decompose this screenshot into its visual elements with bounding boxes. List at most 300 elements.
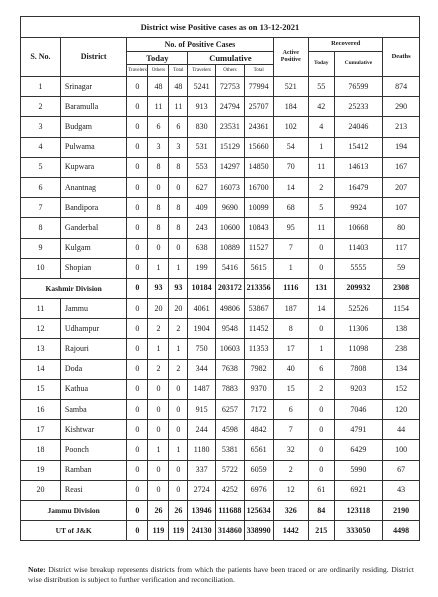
table-cell: 337 bbox=[188, 460, 216, 480]
table-cell: 0 bbox=[127, 319, 148, 339]
table-cell: 521 bbox=[273, 77, 308, 97]
positive-cases-table bbox=[20, 16, 420, 541]
table-cell: 638 bbox=[188, 238, 216, 258]
table-cell: 32 bbox=[273, 440, 308, 460]
table-cell: 9370 bbox=[244, 379, 273, 399]
table-cell: 6257 bbox=[215, 400, 244, 420]
header-district: District bbox=[60, 38, 126, 77]
table-cell: 184 bbox=[273, 97, 308, 117]
table-cell: 0 bbox=[127, 440, 148, 460]
table-cell: 7 bbox=[273, 238, 308, 258]
table-cell: 52526 bbox=[334, 299, 383, 319]
table-cell: 0 bbox=[127, 299, 148, 319]
table-cell: 20 bbox=[169, 299, 188, 319]
table-cell: 84 bbox=[309, 500, 334, 520]
table-cell: 7 bbox=[21, 198, 61, 218]
table-cell: 0 bbox=[127, 420, 148, 440]
table-row bbox=[21, 379, 420, 399]
table-cell: 12 bbox=[21, 319, 61, 339]
table-cell: 5 bbox=[21, 157, 61, 177]
table-cell: 1 bbox=[148, 339, 169, 359]
footnote bbox=[28, 565, 414, 584]
table-cell: Kashmir Division bbox=[21, 278, 127, 298]
table-row bbox=[21, 460, 420, 480]
table-cell: 16700 bbox=[244, 177, 273, 197]
table-cell: 0 bbox=[169, 379, 188, 399]
table-cell: 40 bbox=[273, 359, 308, 379]
table-cell: 8 bbox=[169, 157, 188, 177]
table-cell: 6 bbox=[273, 400, 308, 420]
table-cell: 290 bbox=[383, 97, 420, 117]
table-cell: 0 bbox=[127, 379, 148, 399]
table-cell: 13946 bbox=[188, 500, 216, 520]
table-cell: 2 bbox=[148, 359, 169, 379]
table-cell: Ramban bbox=[60, 460, 126, 480]
table-cell: 0 bbox=[127, 77, 148, 97]
table-cell: 553 bbox=[188, 157, 216, 177]
table-row bbox=[21, 117, 420, 137]
table-cell: 14297 bbox=[215, 157, 244, 177]
table-cell: 107 bbox=[383, 198, 420, 218]
table-cell: 0 bbox=[127, 460, 148, 480]
table-cell: 76599 bbox=[334, 77, 383, 97]
table-cell: 0 bbox=[127, 177, 148, 197]
table-cell: 131 bbox=[309, 278, 334, 298]
table-cell: 61 bbox=[309, 480, 334, 500]
table-cell: 17 bbox=[273, 339, 308, 359]
table-cell: 24361 bbox=[244, 117, 273, 137]
table-cell: 1 bbox=[21, 77, 61, 97]
table-cell: 18 bbox=[21, 440, 61, 460]
table-row bbox=[21, 198, 420, 218]
table-cell: 4598 bbox=[215, 420, 244, 440]
table-cell: 11 bbox=[169, 97, 188, 117]
table-cell: Udhampur bbox=[60, 319, 126, 339]
table-cell: 5 bbox=[309, 198, 334, 218]
table-cell: 59 bbox=[383, 258, 420, 278]
table-cell: 9548 bbox=[215, 319, 244, 339]
table-cell: 531 bbox=[188, 137, 216, 157]
table-cell: 2308 bbox=[383, 278, 420, 298]
table-cell: 77994 bbox=[244, 77, 273, 97]
table-cell: 0 bbox=[309, 238, 334, 258]
table-cell: 0 bbox=[169, 177, 188, 197]
header-cumulative-total: Total bbox=[244, 65, 273, 77]
table-cell: 2724 bbox=[188, 480, 216, 500]
header-cumulative-others: Others bbox=[215, 65, 244, 77]
table-cell: 8 bbox=[21, 218, 61, 238]
table-cell: Pulwama bbox=[60, 137, 126, 157]
table-cell: 5990 bbox=[334, 460, 383, 480]
table-row bbox=[21, 339, 420, 359]
table-cell: 7982 bbox=[244, 359, 273, 379]
table-cell: 0 bbox=[127, 97, 148, 117]
table-cell: 19 bbox=[21, 460, 61, 480]
table-cell: 15 bbox=[21, 379, 61, 399]
table-cell: Jammu bbox=[60, 299, 126, 319]
table-cell: 25707 bbox=[244, 97, 273, 117]
table-cell: 344 bbox=[188, 359, 216, 379]
table-cell: 70 bbox=[273, 157, 308, 177]
table-cell: 20 bbox=[21, 480, 61, 500]
table-cell: 0 bbox=[127, 258, 148, 278]
table-cell: 213 bbox=[383, 117, 420, 137]
table-cell: 0 bbox=[169, 480, 188, 500]
table-cell: 16 bbox=[21, 400, 61, 420]
table-cell: 10843 bbox=[244, 218, 273, 238]
table-cell: 9690 bbox=[215, 198, 244, 218]
table-row bbox=[21, 137, 420, 157]
table-row bbox=[21, 299, 420, 319]
table-cell: 2 bbox=[169, 319, 188, 339]
table-cell: 48 bbox=[169, 77, 188, 97]
table-cell: 830 bbox=[188, 117, 216, 137]
header-today-travelers: Travelers bbox=[127, 65, 148, 77]
table-cell: 6059 bbox=[244, 460, 273, 480]
table-cell: Anantnag bbox=[60, 177, 126, 197]
table-cell: 12 bbox=[273, 480, 308, 500]
table-cell: Kulgam bbox=[60, 238, 126, 258]
table-cell: 10184 bbox=[188, 278, 216, 298]
table-cell: 1442 bbox=[273, 521, 308, 541]
table-row bbox=[21, 238, 420, 258]
table-cell: 26 bbox=[148, 500, 169, 520]
table-cell: 8 bbox=[169, 198, 188, 218]
table-cell: Kishtwar bbox=[60, 420, 126, 440]
table-cell: 0 bbox=[148, 238, 169, 258]
table-cell: 10600 bbox=[215, 218, 244, 238]
table-cell: Jammu Division bbox=[21, 500, 127, 520]
table-cell: 1 bbox=[169, 339, 188, 359]
table-cell: 23531 bbox=[215, 117, 244, 137]
table-cell: 207 bbox=[383, 177, 420, 197]
table-cell: 17 bbox=[21, 420, 61, 440]
table-row bbox=[21, 258, 420, 278]
table-cell: 102 bbox=[273, 117, 308, 137]
table-cell: 243 bbox=[188, 218, 216, 238]
table-cell: 1 bbox=[273, 258, 308, 278]
table-cell: 0 bbox=[127, 480, 148, 500]
table-cell: Srinagar bbox=[60, 77, 126, 97]
table-cell: 0 bbox=[148, 379, 169, 399]
table-cell: 7808 bbox=[334, 359, 383, 379]
table-row bbox=[21, 177, 420, 197]
table-cell: 4842 bbox=[244, 420, 273, 440]
table-cell: 0 bbox=[127, 339, 148, 359]
table-cell: 6 bbox=[148, 117, 169, 137]
table-cell: 4498 bbox=[383, 521, 420, 541]
table-cell: 0 bbox=[127, 238, 148, 258]
table-cell: 8 bbox=[148, 157, 169, 177]
table-cell: 11403 bbox=[334, 238, 383, 258]
table-cell: 10099 bbox=[244, 198, 273, 218]
table-cell: 53867 bbox=[244, 299, 273, 319]
table-cell: 2 bbox=[273, 460, 308, 480]
table-cell: 1180 bbox=[188, 440, 216, 460]
table-cell: 9 bbox=[21, 238, 61, 258]
table-cell: 123118 bbox=[334, 500, 383, 520]
table-cell: 0 bbox=[169, 238, 188, 258]
table-cell: 2 bbox=[169, 359, 188, 379]
table-cell: Baramulla bbox=[60, 97, 126, 117]
table-cell: 44 bbox=[383, 420, 420, 440]
table-cell: 6 bbox=[309, 359, 334, 379]
table-cell: 199 bbox=[188, 258, 216, 278]
table-row bbox=[21, 440, 420, 460]
table-cell: 20 bbox=[148, 299, 169, 319]
table-cell: 13 bbox=[21, 339, 61, 359]
table-cell: 0 bbox=[127, 117, 148, 137]
header-recovered-today: Today bbox=[309, 52, 334, 77]
table-cell: 333050 bbox=[334, 521, 383, 541]
table-cell: 5416 bbox=[215, 258, 244, 278]
table-row bbox=[21, 359, 420, 379]
table-cell: Kupwara bbox=[60, 157, 126, 177]
table-cell: 7638 bbox=[215, 359, 244, 379]
table-cell: Rajouri bbox=[60, 339, 126, 359]
table-cell: 9203 bbox=[334, 379, 383, 399]
table-cell: 1 bbox=[169, 440, 188, 460]
table-cell: 5722 bbox=[215, 460, 244, 480]
table-cell: 326 bbox=[273, 500, 308, 520]
table-cell: 1 bbox=[309, 137, 334, 157]
table-cell: 2 bbox=[148, 319, 169, 339]
table-cell: 0 bbox=[148, 460, 169, 480]
table-cell: 1904 bbox=[188, 319, 216, 339]
table-cell: 0 bbox=[169, 460, 188, 480]
table-cell: 209932 bbox=[334, 278, 383, 298]
table-row bbox=[21, 400, 420, 420]
table-cell: 5381 bbox=[215, 440, 244, 460]
table-cell: 14613 bbox=[334, 157, 383, 177]
table-cell: 11353 bbox=[244, 339, 273, 359]
table-cell: Budgam bbox=[60, 117, 126, 137]
table-cell: 913 bbox=[188, 97, 216, 117]
table-cell: 8 bbox=[148, 198, 169, 218]
table-cell: 2 bbox=[309, 177, 334, 197]
header-today-others: Others bbox=[148, 65, 169, 77]
report-sheet bbox=[20, 16, 420, 541]
table-cell: 54 bbox=[273, 137, 308, 157]
table-cell: 0 bbox=[127, 521, 148, 541]
table-cell: 120 bbox=[383, 400, 420, 420]
table-row bbox=[21, 97, 420, 117]
table-cell: 0 bbox=[127, 500, 148, 520]
table-cell: 1 bbox=[148, 440, 169, 460]
table-cell: 117 bbox=[383, 238, 420, 258]
table-cell: 0 bbox=[148, 177, 169, 197]
table-cell: 8 bbox=[148, 218, 169, 238]
header-today: Today bbox=[127, 52, 188, 65]
header-recovered: Recovered bbox=[309, 38, 383, 52]
table-cell: 4791 bbox=[334, 420, 383, 440]
table-cell: 244 bbox=[188, 420, 216, 440]
table-cell: 15412 bbox=[334, 137, 383, 157]
table-cell: 24794 bbox=[215, 97, 244, 117]
table-cell: 15660 bbox=[244, 137, 273, 157]
note-label: Note: bbox=[28, 565, 46, 574]
table-row bbox=[21, 319, 420, 339]
table-row bbox=[21, 480, 420, 500]
header-positive-cases: No. of Positive Cases bbox=[127, 38, 273, 52]
table-cell: 72753 bbox=[215, 77, 244, 97]
table-cell: 10 bbox=[21, 258, 61, 278]
table-cell: 100 bbox=[383, 440, 420, 460]
table-cell: 1487 bbox=[188, 379, 216, 399]
note-text: District wise breakup represents districts from which the patients have been traced or are ordinarily residing. District wise distribution is subject to further verification and reconciliation. bbox=[28, 565, 414, 584]
table-cell: 125634 bbox=[244, 500, 273, 520]
table-cell: Bandipora bbox=[60, 198, 126, 218]
table-row bbox=[21, 218, 420, 238]
table-cell: 11 bbox=[148, 97, 169, 117]
table-cell: 14 bbox=[309, 299, 334, 319]
table-cell: 1116 bbox=[273, 278, 308, 298]
table-cell: 0 bbox=[148, 420, 169, 440]
table-row bbox=[21, 77, 420, 97]
table-cell: 14850 bbox=[244, 157, 273, 177]
header-active-positive: Active Positive bbox=[273, 38, 308, 77]
table-cell: 11 bbox=[309, 157, 334, 177]
table-cell: 11 bbox=[309, 218, 334, 238]
table-cell: 24130 bbox=[188, 521, 216, 541]
table-cell: 5555 bbox=[334, 258, 383, 278]
table-cell: 750 bbox=[188, 339, 216, 359]
table-cell: 10603 bbox=[215, 339, 244, 359]
table-cell: 915 bbox=[188, 400, 216, 420]
table-cell: 11452 bbox=[244, 319, 273, 339]
table-cell: 138 bbox=[383, 319, 420, 339]
table-cell: 0 bbox=[127, 278, 148, 298]
table-cell: 7046 bbox=[334, 400, 383, 420]
table-cell: 95 bbox=[273, 218, 308, 238]
table-cell: 152 bbox=[383, 379, 420, 399]
table-title: District wise Positive cases as on 13-12-2021 bbox=[21, 17, 420, 38]
table-cell: 238 bbox=[383, 339, 420, 359]
header-deaths: Deaths bbox=[383, 38, 420, 77]
table-cell: 6 bbox=[21, 177, 61, 197]
table-cell: UT of J&K bbox=[21, 521, 127, 541]
table-cell: 9924 bbox=[334, 198, 383, 218]
table-cell: 6429 bbox=[334, 440, 383, 460]
table-cell: 1 bbox=[148, 258, 169, 278]
table-cell: 6976 bbox=[244, 480, 273, 500]
table-cell: 0 bbox=[309, 400, 334, 420]
table-cell: 0 bbox=[309, 319, 334, 339]
header-today-total: Total bbox=[169, 65, 188, 77]
table-cell: 627 bbox=[188, 177, 216, 197]
table-cell: 55 bbox=[309, 77, 334, 97]
table-cell: 4252 bbox=[215, 480, 244, 500]
table-cell: 0 bbox=[127, 137, 148, 157]
table-cell: 338990 bbox=[244, 521, 273, 541]
table-cell: 4061 bbox=[188, 299, 216, 319]
table-cell: Kathua bbox=[60, 379, 126, 399]
table-cell: Doda bbox=[60, 359, 126, 379]
table-cell: 119 bbox=[148, 521, 169, 541]
table-cell: 26 bbox=[169, 500, 188, 520]
table-body bbox=[21, 77, 420, 541]
table-cell: 14 bbox=[273, 177, 308, 197]
table-cell: 167 bbox=[383, 157, 420, 177]
table-cell: 16073 bbox=[215, 177, 244, 197]
table-row bbox=[21, 420, 420, 440]
table-cell: 8 bbox=[169, 218, 188, 238]
table-cell: 11098 bbox=[334, 339, 383, 359]
table-cell: Shopian bbox=[60, 258, 126, 278]
table-cell: 1 bbox=[309, 339, 334, 359]
table-cell: 49806 bbox=[215, 299, 244, 319]
table-cell: 3 bbox=[21, 117, 61, 137]
table-cell: 0 bbox=[309, 460, 334, 480]
table-cell: Ganderbal bbox=[60, 218, 126, 238]
table-cell: 4 bbox=[309, 117, 334, 137]
table-cell: 1154 bbox=[383, 299, 420, 319]
table-cell: 5615 bbox=[244, 258, 273, 278]
table-cell: 93 bbox=[169, 278, 188, 298]
table-cell: 3 bbox=[148, 137, 169, 157]
table-cell: 0 bbox=[127, 157, 148, 177]
table-cell: 1 bbox=[169, 258, 188, 278]
table-cell: 7 bbox=[273, 420, 308, 440]
table-cell: 134 bbox=[383, 359, 420, 379]
table-cell: 203172 bbox=[215, 278, 244, 298]
table-cell: 14 bbox=[21, 359, 61, 379]
table-cell: 314860 bbox=[215, 521, 244, 541]
table-cell: 213356 bbox=[244, 278, 273, 298]
table-cell: 7883 bbox=[215, 379, 244, 399]
table-cell: 48 bbox=[148, 77, 169, 97]
table-cell: 24046 bbox=[334, 117, 383, 137]
table-cell: 0 bbox=[127, 218, 148, 238]
table-cell: 187 bbox=[273, 299, 308, 319]
division-total-row bbox=[21, 278, 420, 298]
table-cell: 15129 bbox=[215, 137, 244, 157]
table-cell: 0 bbox=[169, 420, 188, 440]
table-cell: Poonch bbox=[60, 440, 126, 460]
table-cell: 3 bbox=[169, 137, 188, 157]
header-recovered-cumulative: Cumulative bbox=[334, 52, 383, 77]
table-cell: 16479 bbox=[334, 177, 383, 197]
table-cell: 0 bbox=[148, 400, 169, 420]
table-cell: 2 bbox=[21, 97, 61, 117]
table-cell: 5241 bbox=[188, 77, 216, 97]
table-cell: 0 bbox=[127, 400, 148, 420]
table-cell: 11527 bbox=[244, 238, 273, 258]
table-cell: 7172 bbox=[244, 400, 273, 420]
table-cell: 93 bbox=[148, 278, 169, 298]
table-cell: 0 bbox=[127, 359, 148, 379]
header-sno: S. No. bbox=[21, 38, 61, 77]
table-cell: 2190 bbox=[383, 500, 420, 520]
table-cell: 0 bbox=[169, 400, 188, 420]
table-cell: 2 bbox=[309, 379, 334, 399]
table-cell: 10668 bbox=[334, 218, 383, 238]
table-cell: 43 bbox=[383, 480, 420, 500]
division-total-row bbox=[21, 521, 420, 541]
table-cell: Reasi bbox=[60, 480, 126, 500]
table-cell: 0 bbox=[148, 480, 169, 500]
header-cumulative: Cumulative bbox=[188, 52, 273, 65]
division-total-row bbox=[21, 500, 420, 520]
table-cell: 67 bbox=[383, 460, 420, 480]
table-cell: 6561 bbox=[244, 440, 273, 460]
table-row bbox=[21, 157, 420, 177]
table-cell: 11 bbox=[21, 299, 61, 319]
table-cell: 874 bbox=[383, 77, 420, 97]
table-cell: 0 bbox=[309, 440, 334, 460]
table-cell: 119 bbox=[169, 521, 188, 541]
table-cell: 6 bbox=[169, 117, 188, 137]
